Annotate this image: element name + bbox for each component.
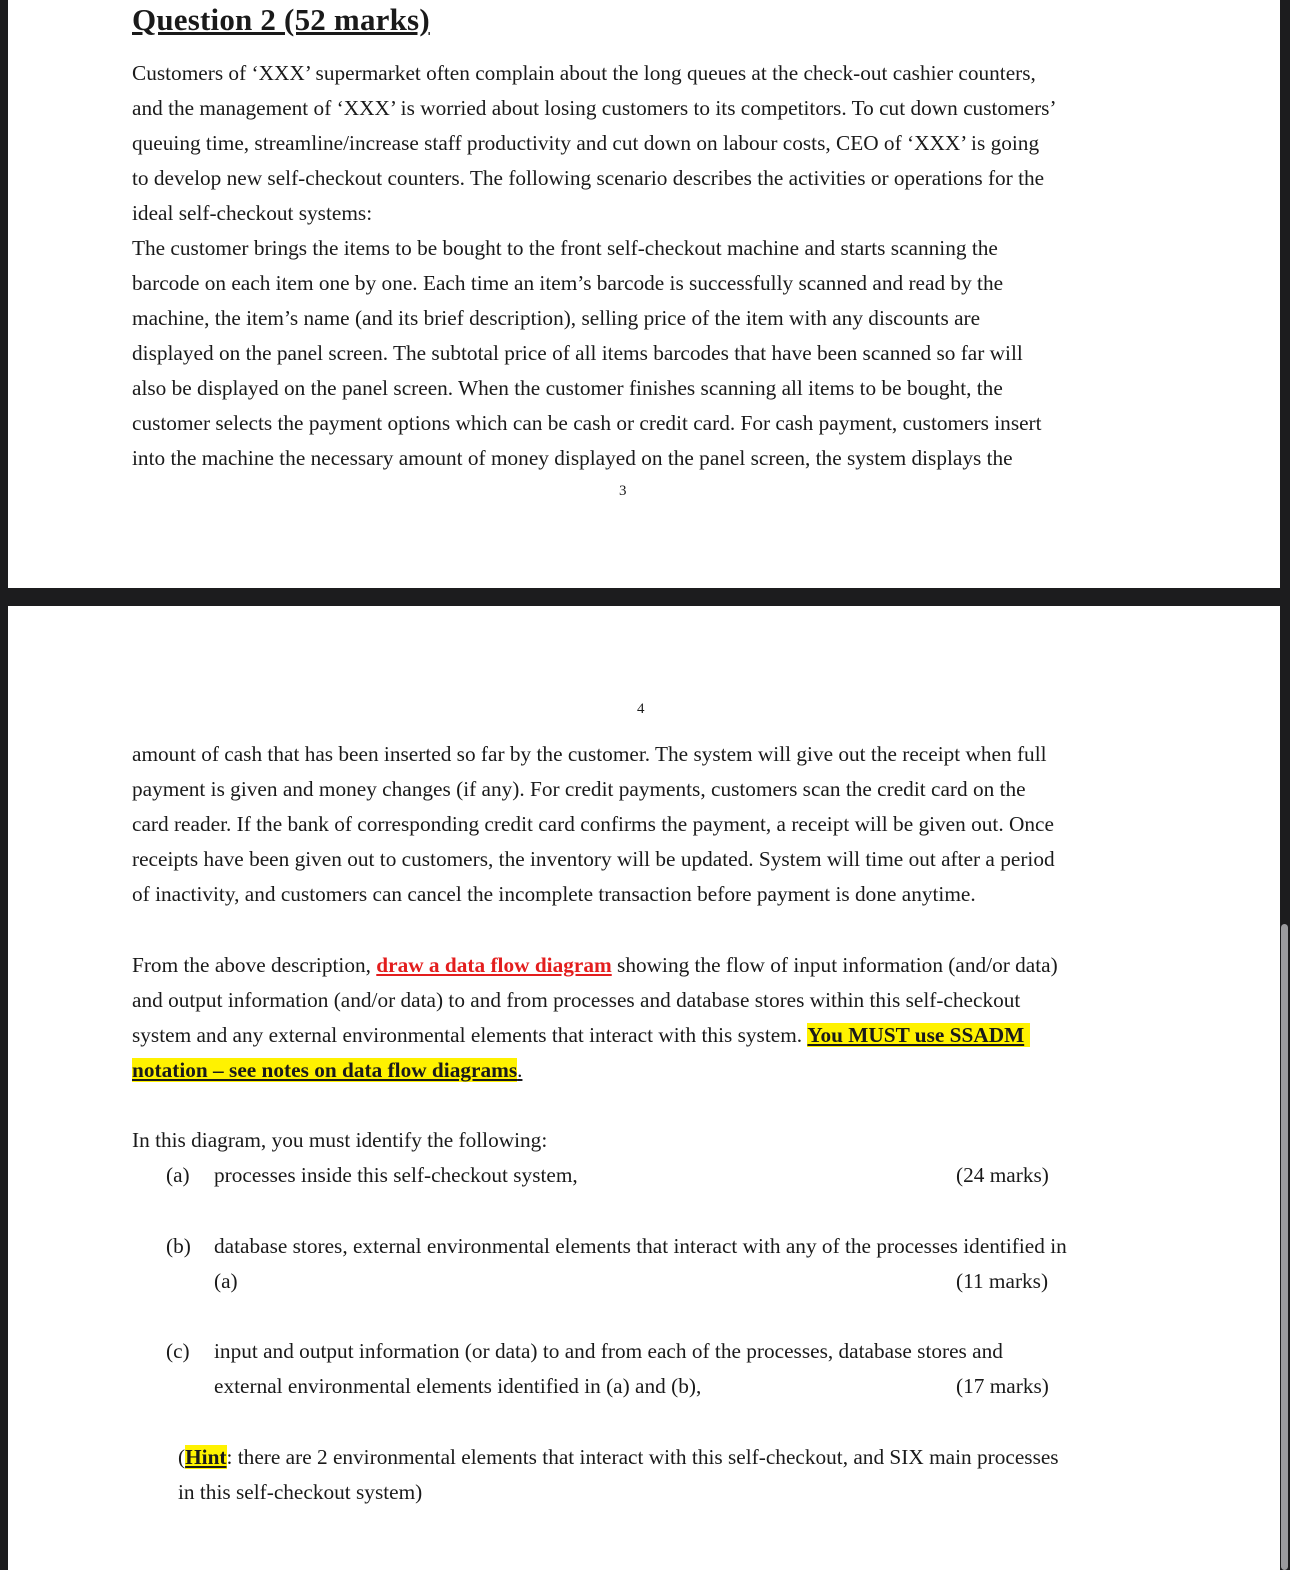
document-page-3 (8, 0, 1280, 588)
page-number: 4 (637, 701, 645, 717)
paragraph-line: customer selects the payment options which can be cash or credit card. For cash payment, customers insert (132, 411, 1042, 435)
paragraph-line: and the management of ‘XXX’ is worried about losing customers to its competitors. To cut down customers’ (132, 96, 1057, 120)
instruction-text: . (517, 1058, 523, 1082)
hint-highlight: Hint (185, 1445, 227, 1469)
hint-paren: ( (178, 1445, 186, 1469)
paragraph-line: also be displayed on the panel screen. When the customer finishes scanning all items to be bought, the (132, 376, 1003, 400)
scrollbar-thumb[interactable] (1281, 924, 1288, 1570)
item-marks: (17 marks) (956, 1374, 1049, 1398)
instruction-line (132, 1053, 1172, 1088)
item-text: processes inside this self-checkout system, (214, 1163, 578, 1187)
paragraph-line: payment is given and money changes (if any). For credit payments, customers scan the credit card on the (132, 777, 1026, 801)
item-text: (a) (214, 1269, 238, 1293)
paragraph-line: displayed on the panel screen. The subtotal price of all items barcodes that have been scanned so far will (132, 341, 1023, 365)
paragraph-line: ideal self-checkout systems: (132, 201, 373, 225)
instruction-line (132, 1018, 1172, 1053)
page-number: 3 (619, 483, 627, 499)
document-page-4 (8, 606, 1280, 1570)
paragraph-line: receipts have been given out to customers, the inventory will be updated. System will time out after a period (132, 847, 1055, 871)
item-label: (a) (166, 1163, 190, 1187)
question-title: Question 2 (52 marks) (132, 2, 430, 37)
instruction-text: system and any external environmental elements that interact with this system. (132, 1023, 808, 1047)
list-item-a (166, 1158, 1176, 1193)
instruction-paragraph (132, 948, 1172, 1088)
list-item-b (166, 1229, 1176, 1299)
hint-paragraph (178, 1440, 1178, 1510)
item-text: external environmental elements identified in (a) and (b), (214, 1374, 702, 1398)
draw-dfd-emphasis: draw a data flow diagram (376, 953, 612, 977)
paragraph-line: The customer brings the items to be bought to the front self-checkout machine and starts scanning the (132, 236, 998, 260)
notation-highlight: notation – see notes on data flow diagrams (132, 1058, 518, 1082)
paragraph-line: to develop new self-checkout counters. The following scenario describes the activities or operations for the (132, 166, 1045, 190)
paragraph-line: queuing time, streamline/increase staff productivity and cut down on labour costs, CEO of ‘XXX’ is going (132, 131, 1040, 155)
item-label: (c) (166, 1339, 190, 1363)
list-intro (132, 1123, 1172, 1158)
item-marks: (11 marks) (956, 1269, 1049, 1293)
ssadm-highlight: You MUST use SSADM (807, 1023, 1030, 1047)
paragraph-line: card reader. If the bank of corresponding credit card confirms the payment, a receipt will be given out. Once (132, 812, 1054, 836)
paragraph-line: into the machine the necessary amount of money displayed on the panel screen, the system displays the (132, 446, 1013, 470)
hint-line: in this self-checkout system) (178, 1480, 423, 1504)
paragraph-line: amount of cash that has been inserted so far by the customer. The system will give out the receipt when full (132, 742, 1047, 766)
paragraph-line: Customers of ‘XXX’ supermarket often complain about the long queues at the check-out cashier counters, (132, 61, 1036, 85)
paragraph-line: machine, the item’s name (and its brief description), selling price of the item with any discounts are (132, 306, 981, 330)
paragraph-line: barcode on each item one by one. Each time an item’s barcode is successfully scanned and read by the (132, 271, 1004, 295)
instruction-line: and output information (and/or data) to and from processes and database stores within this self-checkout (132, 988, 1021, 1012)
item-label: (b) (166, 1234, 191, 1258)
instruction-line (132, 948, 1172, 983)
scenario-continuation-paragraph (132, 737, 1172, 912)
item-text: database stores, external environmental elements that interact with any of the processes identified in (214, 1234, 1067, 1258)
intro-line: In this diagram, you must identify the following: (132, 1128, 548, 1152)
hint-text: : there are 2 environmental elements that interact with this self-checkout, and SIX main processes (226, 1445, 1059, 1469)
list-item-c (166, 1334, 1176, 1404)
item-marks: (24 marks) (956, 1163, 1049, 1187)
instruction-text: From the above description, (132, 953, 377, 977)
hint-line (178, 1440, 1178, 1475)
item-text: input and output information (or data) to and from each of the processes, database stores and (214, 1339, 1003, 1363)
instruction-text: showing the flow of input information (and/or data) (611, 953, 1058, 977)
scenario-paragraph (132, 56, 1172, 476)
paragraph-line: of inactivity, and customers can cancel the incomplete transaction before payment is done anytime. (132, 882, 976, 906)
